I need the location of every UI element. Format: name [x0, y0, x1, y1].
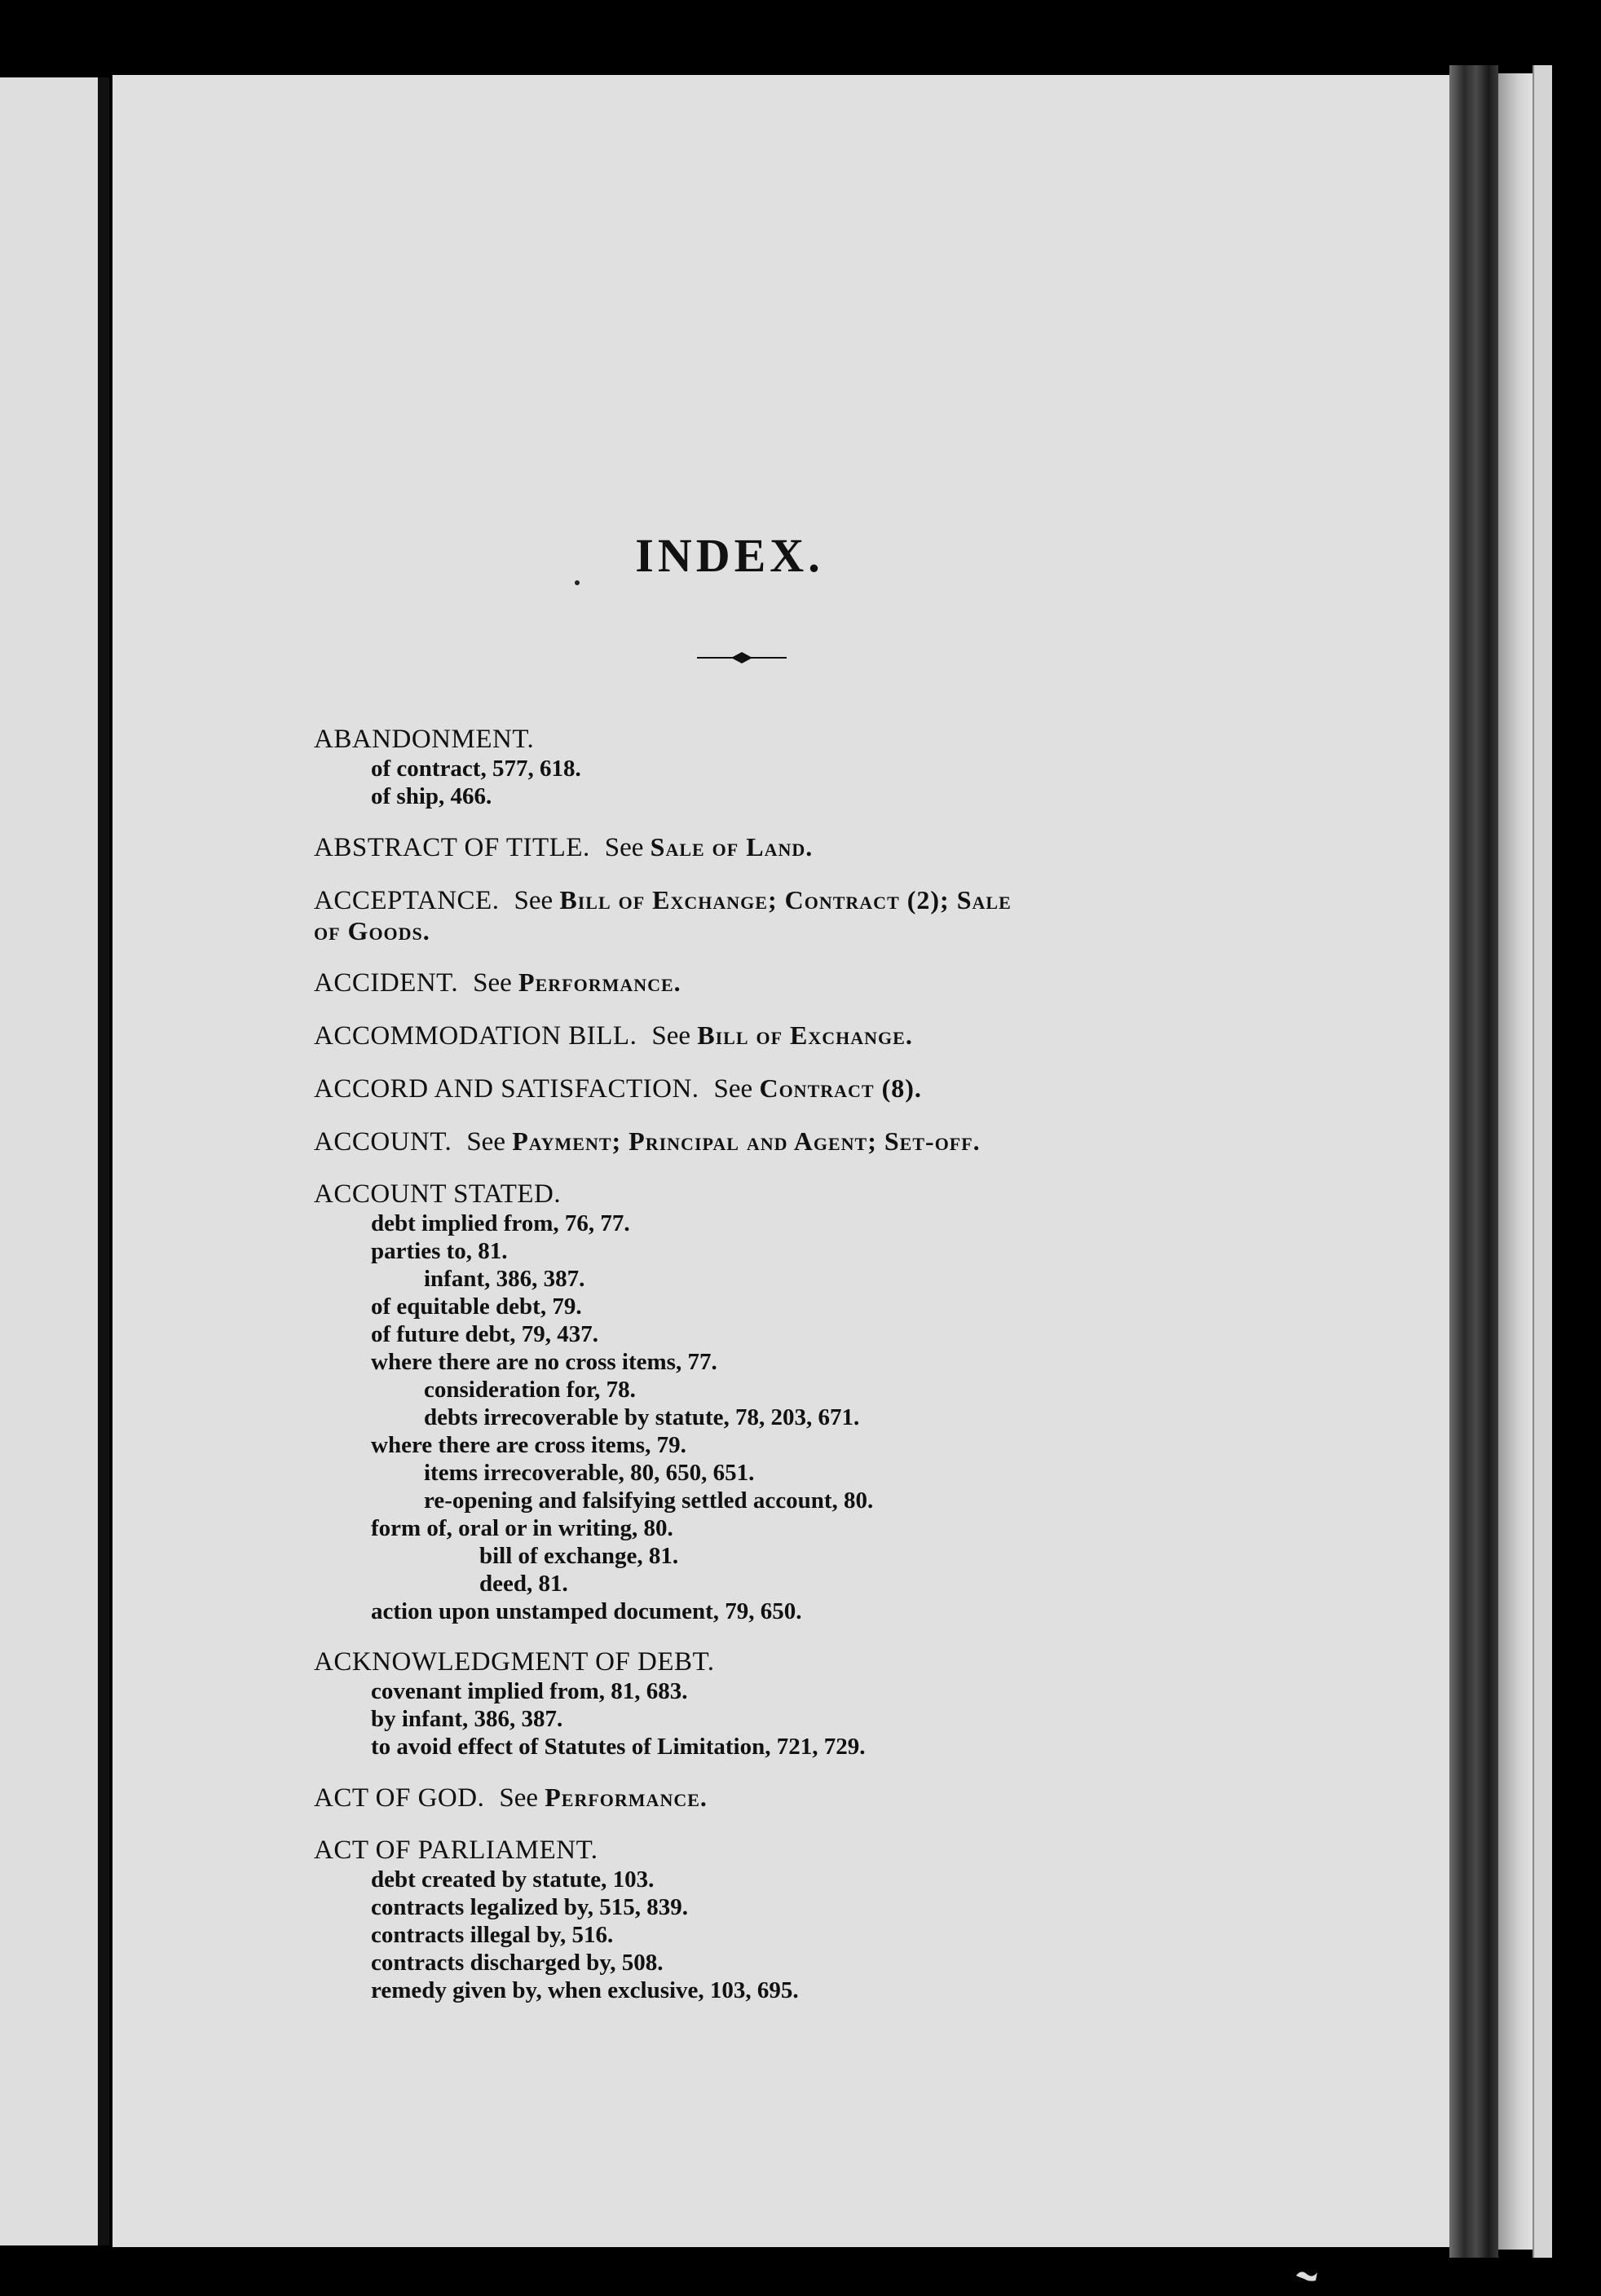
entry-subitem: of equitable debt, 79. — [371, 1293, 582, 1320]
entry-subitem: items irrecoverable, 80, 650, 651. — [424, 1460, 755, 1486]
entry-subitem: deed, 81. — [479, 1571, 568, 1597]
left-page-edge — [0, 77, 109, 2245]
entry-subitem: form of, oral or in writing, 80. — [371, 1515, 673, 1541]
entry-headword: ACCORD AND SATISFACTION. — [314, 1074, 699, 1104]
entry-refs: Performance. — [545, 1783, 708, 1812]
ornament-divider-icon — [697, 646, 787, 670]
entry-see: See — [713, 1074, 753, 1104]
entry-subitem: by infant, 386, 387. — [371, 1706, 563, 1732]
entry-head-line — [314, 724, 1211, 755]
entry-see: See — [499, 1783, 538, 1813]
entry-subitem: debts irrecoverable by statute, 78, 203, 671. — [424, 1404, 860, 1430]
entry-subitem: debt implied from, 76, 77. — [371, 1210, 630, 1236]
entry-subitem: of ship, 466. — [371, 783, 492, 809]
index-entry — [314, 1835, 1211, 2004]
entry-subitem: where there are no cross items, 77. — [371, 1349, 717, 1375]
entry-head-line — [314, 1020, 1211, 1051]
entry-subitem: to avoid effect of Statutes of Limitation, 721, 729. — [371, 1734, 866, 1760]
index-entry — [314, 884, 1211, 945]
entry-subitem: consideration for, 78. — [424, 1377, 636, 1403]
entry-headword: ACCIDENT. — [314, 968, 459, 998]
entry-head-line — [314, 831, 1211, 863]
entry-refs: Performance. — [518, 967, 681, 997]
entry-see: See — [651, 1021, 690, 1051]
corner-scan-mark — [1294, 2267, 1319, 2284]
entry-subitem: remedy given by, when exclusive, 103, 695. — [371, 1977, 799, 2003]
entry-headword: ACT OF GOD. — [314, 1783, 485, 1813]
entry-headword: ACCOUNT STATED. — [314, 1179, 562, 1209]
entry-headword: ACCOUNT. — [314, 1127, 452, 1157]
entry-refs: Contract (8). — [759, 1073, 922, 1103]
entry-headword: ACCOMMODATION BILL. — [314, 1021, 637, 1051]
index-entry — [314, 831, 1211, 863]
entry-subitem: contracts illegal by, 516. — [371, 1922, 614, 1948]
entry-subitem: re-opening and falsifying settled account, 80. — [424, 1487, 874, 1514]
entry-head-line — [314, 1179, 1211, 1210]
entry-subitem: where there are cross items, 79. — [371, 1432, 686, 1458]
entry-head-line — [314, 1073, 1211, 1104]
entry-subitem: parties to, 81. — [371, 1238, 508, 1264]
entry-subitem: of future debt, 79, 437. — [371, 1321, 598, 1347]
entry-refs: Payment; Principal and Agent; Set-off. — [512, 1126, 981, 1156]
entry-subitem: action upon unstamped document, 79, 650. — [371, 1598, 802, 1624]
index-entry — [314, 1020, 1211, 1051]
book-edge-shadow — [1449, 65, 1498, 2258]
entry-head-line — [314, 884, 1211, 916]
entry-subitem: contracts legalized by, 515, 839. — [371, 1894, 689, 1920]
index-entry — [314, 1179, 1211, 1625]
entry-headword: ACT OF PARLIAMENT. — [314, 1835, 598, 1865]
index-entry — [314, 1126, 1211, 1157]
stray-dot — [575, 580, 580, 585]
entry-see: See — [604, 833, 644, 862]
entry-subitem: infant, 386, 387. — [424, 1266, 585, 1292]
entry-subitem: contracts discharged by, 508. — [371, 1950, 664, 1976]
entry-head-line — [314, 1835, 1211, 1866]
entry-head-line — [314, 1782, 1211, 1813]
index-entry — [314, 1782, 1211, 1813]
entry-headword: ACKNOWLEDGMENT OF DEBT. — [314, 1647, 715, 1677]
book-edge-outer — [1533, 65, 1552, 2258]
entry-subitem: bill of exchange, 81. — [479, 1543, 679, 1569]
index-entry — [314, 967, 1211, 998]
entry-see: See — [514, 886, 554, 915]
index-entry — [314, 1646, 1211, 1761]
entry-see: See — [466, 1127, 505, 1157]
index-entry — [314, 724, 1211, 810]
entry-head-line — [314, 1646, 1211, 1677]
entry-see: See — [473, 968, 512, 998]
entry-refs-continued: of Goods. — [314, 916, 430, 945]
entry-head-line — [314, 967, 1211, 998]
entry-refs: Sale of Land. — [650, 832, 814, 862]
entry-headword: ABANDONMENT. — [314, 725, 535, 754]
entry-subitem: covenant implied from, 81, 683. — [371, 1678, 688, 1704]
index-entries — [314, 724, 1211, 2025]
entry-refs: Bill of Exchange. — [697, 1020, 913, 1050]
page-title: INDEX. — [635, 529, 824, 582]
entry-head-line — [314, 1126, 1211, 1157]
entry-headword: ABSTRACT OF TITLE. — [314, 833, 590, 862]
entry-refs: Bill of Exchange; Contract (2); Sale — [559, 885, 1012, 914]
entry-subitem: of contract, 577, 618. — [371, 756, 581, 782]
entry-headword: ACCEPTANCE. — [314, 886, 500, 915]
index-entry — [314, 1073, 1211, 1104]
entry-subitem: debt created by statute, 103. — [371, 1866, 655, 1893]
